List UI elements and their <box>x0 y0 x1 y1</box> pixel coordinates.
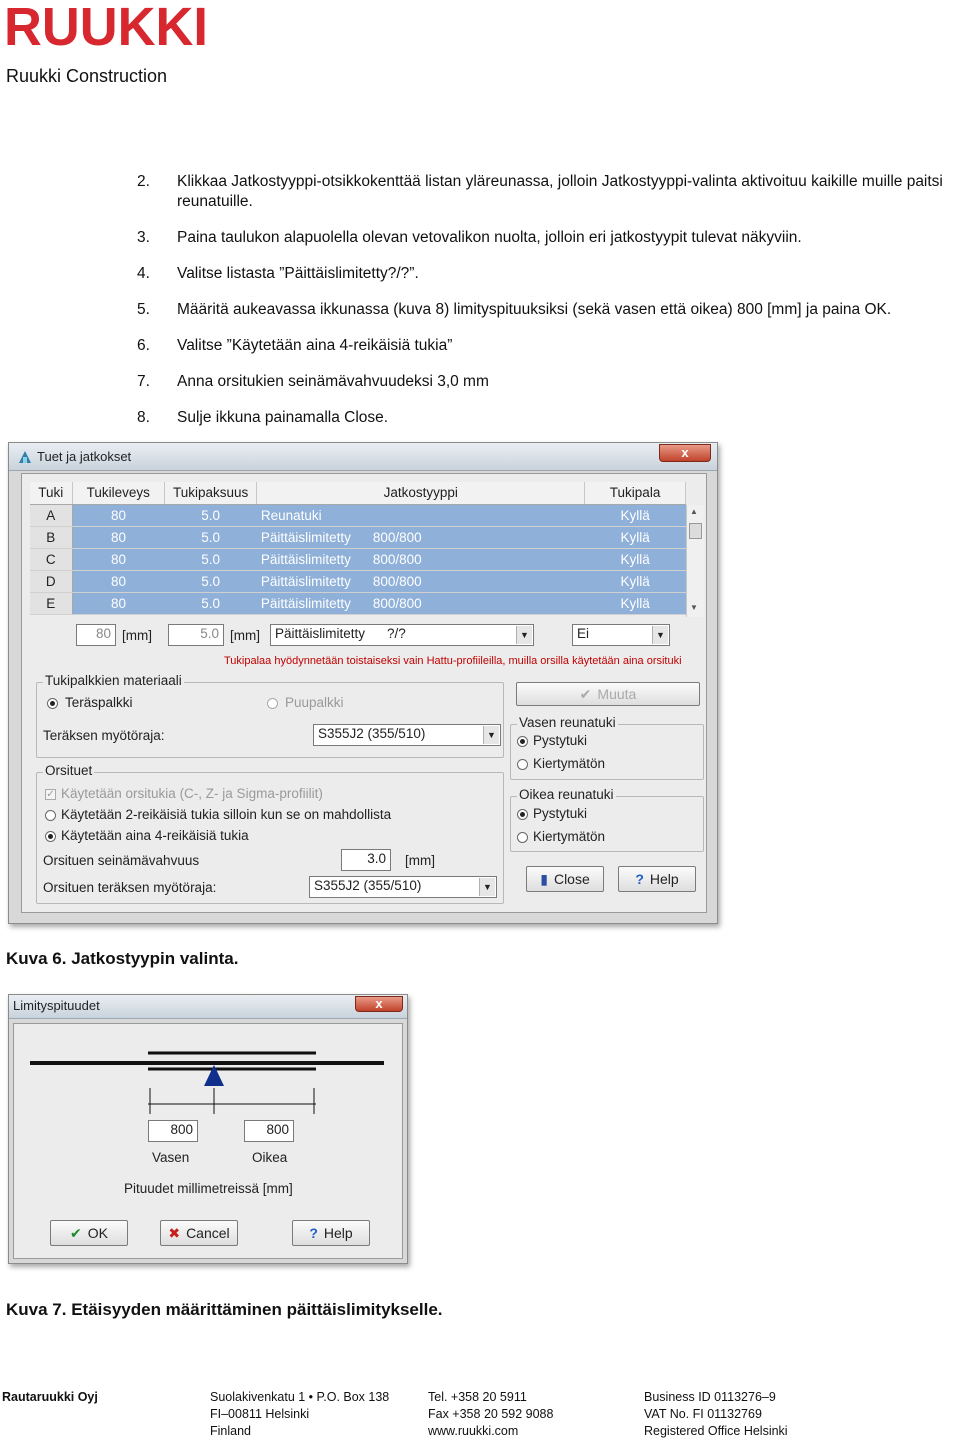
joint-type-cell[interactable]: Päittäislimitetty 800/800 <box>257 526 585 548</box>
row-label[interactable]: D <box>30 570 72 592</box>
door-icon: ▮ <box>540 871 548 887</box>
purlin-support-label: Käytetään orsitukia (C-, Z- ja Sigma-profiilit) <box>61 786 323 801</box>
wall-thickness-label: Orsituen seinämävahvuus <box>43 853 200 868</box>
cancel-button[interactable]: ✖ Cancel <box>160 1220 238 1246</box>
joint-type-dropdown[interactable]: Päittäislimitetty ?/? ▼ <box>270 624 534 646</box>
support-piece-cell[interactable]: Kyllä <box>585 570 686 592</box>
support-piece-dropdown[interactable]: Ei ▼ <box>572 624 670 646</box>
right-vertical-radio[interactable] <box>517 809 528 820</box>
company-name: Ruukki Construction <box>6 66 168 86</box>
right-vertical-label: Pystytuki <box>533 806 588 821</box>
footer-company: Rautaruukki Oyj <box>2 1390 98 1404</box>
support-piece-cell[interactable]: Kyllä <box>585 592 686 614</box>
table-row[interactable] <box>30 548 686 570</box>
chevron-down-icon[interactable]: ▼ <box>652 626 668 644</box>
supports-dialog <box>8 442 718 924</box>
list-item: 7. Anna orsitukien seinämävahvuudeksi 3,0 mm <box>137 373 489 390</box>
width-cell[interactable]: 80 <box>72 592 164 614</box>
table-row[interactable] <box>30 504 686 526</box>
two-hole-radio[interactable] <box>45 810 56 821</box>
table-row[interactable] <box>30 592 686 614</box>
thickness-cell[interactable]: 5.0 <box>164 504 256 526</box>
wall-thickness-unit: [mm] <box>405 853 435 868</box>
left-overlap-input[interactable]: 800 <box>148 1120 198 1142</box>
checkmark-icon: ✔ <box>579 686 592 702</box>
dialog-body <box>21 473 707 913</box>
thickness-cell[interactable]: 5.0 <box>164 592 256 614</box>
footer-contact: Tel. +358 20 5911 Fax +358 20 592 9088 www.ruukki.com <box>428 1390 554 1438</box>
row-label[interactable]: E <box>30 592 72 614</box>
wood-beam-radio[interactable] <box>267 698 278 709</box>
help-button[interactable]: ? Help <box>292 1220 370 1246</box>
support-piece-cell[interactable]: Kyllä <box>585 504 686 526</box>
dialog-body <box>13 1023 403 1259</box>
purlin-support-checkbox[interactable]: ✓ <box>46 789 55 800</box>
column-header-jatkostyyppi[interactable]: Jatkostyyppi <box>257 482 585 504</box>
right-overlap-label: Oikea <box>252 1150 288 1165</box>
list-item: 4. Valitse listasta ”Päittäislimitetty?/?”. <box>137 265 419 282</box>
purlin-grade-label: Orsituen teräksen myötöraja: <box>43 880 217 895</box>
help-icon: ? <box>309 1225 318 1241</box>
support-width-unit: [mm] <box>122 628 152 643</box>
website-link[interactable]: www.ruukki.com <box>428 1424 519 1438</box>
column-header-tukipaksuus[interactable]: Tukipaksuus <box>164 482 256 504</box>
dialog-title: Tuet ja jatkokset <box>37 449 132 464</box>
supports-table[interactable] <box>30 482 686 615</box>
left-fixed-label: Kiertymätön <box>533 756 606 771</box>
joint-type-cell[interactable]: Päittäislimitetty 800/800 <box>257 548 585 570</box>
ruukki-logo <box>4 2 210 50</box>
list-item: 2. Klikkaa Jatkostyyppi-otsikkokenttää listan yläreunassa, jolloin Jatkostyyppi-valinta aktivoituu kaikille muille paitsi reunatuille. <box>137 173 943 210</box>
width-cell[interactable]: 80 <box>72 526 164 548</box>
left-fixed-radio[interactable] <box>517 759 528 770</box>
chevron-down-icon[interactable]: ▼ <box>483 726 499 744</box>
steel-grade-label: Teräksen myötöraja: <box>43 728 165 743</box>
steel-grade-dropdown[interactable]: S355J2 (355/510) ▼ <box>313 724 501 746</box>
left-edge-support-group <box>510 715 704 780</box>
footer-address: Suolakivenkatu 1 • P.O. Box 138 FI–00811 Helsinki Finland <box>210 1390 390 1438</box>
column-header-tukileveys[interactable]: Tukileveys <box>72 482 164 504</box>
units-label: Pituudet millimetreissä [mm] <box>124 1181 293 1196</box>
support-width-input[interactable]: 80 <box>76 624 116 646</box>
wall-thickness-input[interactable]: 3.0 <box>341 849 391 871</box>
modify-button[interactable]: ✔ Muuta <box>516 682 700 706</box>
joint-type-cell[interactable]: Reunatuki <box>257 504 585 526</box>
cancel-x-icon: ✖ <box>168 1225 181 1241</box>
table-row[interactable] <box>30 526 686 548</box>
support-piece-notice: Tukipalaa hyödynnetään toistaiseksi vain Hattu-profiileilla, muilla orsilla käytetään aina orsituki <box>224 655 682 667</box>
list-item: 8. Sulje ikkuna painamalla Close. <box>137 409 389 426</box>
overlap-lengths-dialog <box>8 994 408 1264</box>
right-edge-support-group <box>510 787 704 852</box>
row-label[interactable]: A <box>30 504 72 526</box>
dialog-titlebar <box>9 995 407 1019</box>
two-hole-label: Käytetään 2-reikäisiä tukia silloin kun se on mahdollista <box>61 807 392 822</box>
left-edge-group-title: Vasen reunatuki <box>519 715 616 730</box>
left-vertical-label: Pystytuki <box>533 733 588 748</box>
help-icon: ? <box>635 871 644 887</box>
table-scrollbar[interactable] <box>686 505 704 617</box>
right-fixed-label: Kiertymätön <box>533 829 606 844</box>
ok-button[interactable]: ✔ OK <box>50 1220 128 1246</box>
row-label[interactable]: C <box>30 548 72 570</box>
table-row[interactable] <box>30 570 686 592</box>
footer-registration: Business ID 0113276–9 VAT No. FI 01132769 Registered Office Helsinki <box>644 1390 788 1438</box>
figure-caption-6: Kuva 6. Jatkostyypin valinta. <box>6 949 239 968</box>
support-piece-cell[interactable]: Kyllä <box>585 548 686 570</box>
width-cell[interactable]: 80 <box>72 570 164 592</box>
overlap-diagram <box>14 1024 404 1120</box>
scroll-down-icon[interactable]: ▼ <box>690 603 698 612</box>
list-item: 5. Määritä aukeavassa ikkunassa (kuva 8) limityspituuksiksi (sekä vasen että oikea) 800 [mm] ja paina OK. <box>137 301 892 318</box>
list-item: 6. Valitse ”Käytetään aina 4-reikäisiä tukia” <box>137 337 453 354</box>
close-button[interactable]: ▮ Close <box>526 866 604 892</box>
support-thickness-input[interactable]: 5.0 <box>168 624 224 646</box>
four-hole-radio[interactable] <box>45 831 56 842</box>
instruction-list <box>0 172 960 428</box>
wood-beam-label: Puupalkki <box>285 695 344 710</box>
steel-beam-radio[interactable] <box>47 698 58 709</box>
column-header-tukipala[interactable]: Tukipala <box>585 482 686 504</box>
help-button[interactable]: ? Help <box>618 866 696 892</box>
column-header-tuki[interactable]: Tuki <box>30 482 72 504</box>
scroll-thumb[interactable] <box>689 523 702 539</box>
left-overlap-label: Vasen <box>152 1150 190 1165</box>
joint-type-cell[interactable]: Päittäislimitetty 800/800 <box>257 592 585 614</box>
thickness-cell[interactable]: 5.0 <box>164 570 256 592</box>
steel-beam-label: Teräspalkki <box>65 695 133 710</box>
chevron-down-icon[interactable]: ▼ <box>479 878 495 896</box>
width-cell[interactable]: 80 <box>72 548 164 570</box>
figure-caption-7: Kuva 7. Etäisyyden määrittäminen päittäislimitykselle. <box>6 1300 443 1319</box>
material-group-title: Tukipalkkien materiaali <box>45 673 182 688</box>
four-hole-label: Käytetään aina 4-reikäisiä tukia <box>61 828 249 843</box>
right-overlap-input[interactable]: 800 <box>244 1120 294 1142</box>
dialog-titlebar <box>9 443 717 471</box>
material-group <box>36 673 504 758</box>
support-thickness-unit: [mm] <box>230 628 260 643</box>
purlin-grade-dropdown[interactable]: S355J2 (355/510) ▼ <box>309 876 497 898</box>
scroll-up-icon[interactable]: ▲ <box>690 507 698 516</box>
purlin-supports-group <box>36 763 504 904</box>
dialog-title: Limityspituudet <box>13 998 100 1013</box>
close-icon[interactable]: x <box>659 444 711 462</box>
purlin-group-title: Orsituet <box>45 763 93 778</box>
right-edge-group-title: Oikea reunatuki <box>519 787 614 802</box>
left-vertical-radio[interactable] <box>517 736 528 747</box>
thickness-cell[interactable]: 5.0 <box>164 526 256 548</box>
list-item: 3. Paina taulukon alapuolella olevan vetovalikon nuolta, jolloin eri jatkostyypit tulevat näkyviin. <box>137 229 802 246</box>
table-header-row <box>30 482 686 504</box>
logo-text: RUUKKI <box>4 2 208 50</box>
support-piece-cell[interactable]: Kyllä <box>585 526 686 548</box>
width-cell[interactable]: 80 <box>72 504 164 526</box>
checkmark-icon: ✔ <box>70 1225 82 1241</box>
chevron-down-icon[interactable]: ▼ <box>516 626 532 644</box>
right-fixed-radio[interactable] <box>517 832 528 843</box>
close-icon[interactable]: x <box>355 996 403 1012</box>
thickness-cell[interactable]: 5.0 <box>164 548 256 570</box>
row-label[interactable]: B <box>30 526 72 548</box>
joint-type-cell[interactable]: Päittäislimitetty 800/800 <box>257 570 585 592</box>
app-icon <box>17 449 33 465</box>
